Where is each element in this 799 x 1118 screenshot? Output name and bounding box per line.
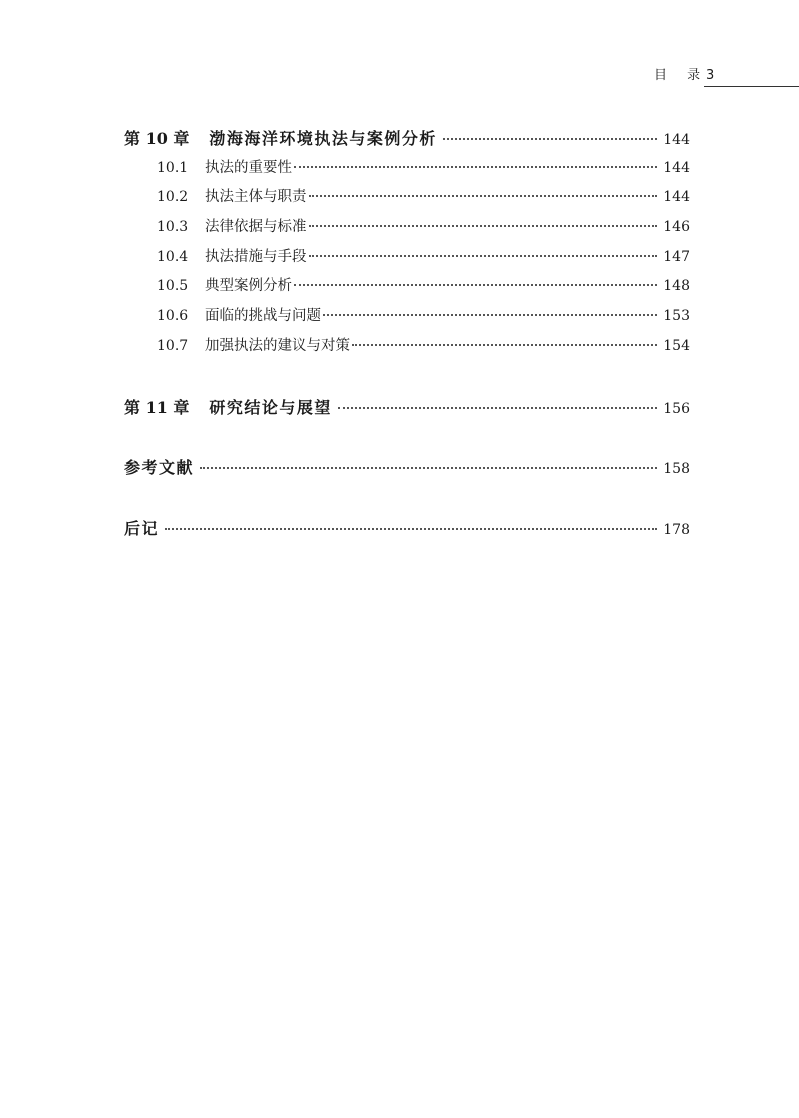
section-number: 10.5 — [157, 278, 189, 295]
chapter-title: 研究结论与展望 — [209, 397, 332, 417]
toc-postscript[interactable] — [124, 514, 690, 544]
dot-leader — [309, 195, 658, 197]
dot-leader — [200, 467, 657, 469]
running-head-title: 目 录 — [654, 68, 709, 83]
toc-section-10-6[interactable] — [124, 302, 690, 332]
page-number: 153 — [663, 308, 690, 325]
page-number: 154 — [663, 337, 690, 354]
page-number: 148 — [663, 278, 690, 295]
page-number: 144 — [663, 189, 690, 206]
chapter-number: 第 10 章 — [124, 129, 190, 148]
dot-leader — [309, 255, 658, 257]
section-title: 加强执法的建议与对策 — [205, 337, 350, 354]
postscript-title: 后记 — [124, 518, 160, 538]
running-head-page-number: 3 — [706, 68, 715, 83]
page-number: 178 — [663, 521, 690, 538]
dot-leader — [338, 407, 657, 409]
section-number: 10.7 — [157, 337, 189, 354]
page-number: 147 — [663, 248, 690, 265]
section-title: 典型案例分析 — [205, 278, 292, 295]
chapter-title: 渤海海洋环境执法与案例分析 — [209, 129, 437, 148]
page-number: 146 — [663, 219, 690, 236]
running-head — [648, 66, 799, 86]
dot-leader — [309, 225, 658, 227]
toc-section-10-7[interactable] — [124, 332, 690, 362]
section-title: 面临的挑战与问题 — [205, 308, 321, 325]
dot-leader — [323, 314, 657, 316]
page-number: 156 — [663, 400, 690, 417]
page-number: 158 — [663, 461, 690, 478]
page-number: 144 — [663, 132, 690, 148]
toc-references[interactable] — [124, 453, 690, 483]
chapter-number: 第 11 章 — [124, 397, 190, 417]
dot-leader — [294, 284, 657, 286]
dot-leader — [294, 166, 657, 168]
toc-section-10-2[interactable] — [124, 183, 690, 213]
toc-chapter-11[interactable] — [124, 393, 690, 423]
section-title: 执法的重要性 — [205, 159, 292, 176]
toc-section-10-1[interactable] — [124, 154, 690, 184]
section-number: 10.3 — [157, 219, 189, 236]
page-number: 144 — [663, 159, 690, 176]
dot-leader — [352, 344, 657, 346]
section-title: 执法主体与职责 — [205, 189, 307, 206]
references-title: 参考文献 — [124, 458, 195, 478]
table-of-contents — [124, 124, 690, 544]
toc-chapter-10[interactable] — [124, 124, 690, 154]
running-head-rule — [704, 86, 799, 87]
section-number: 10.1 — [157, 159, 189, 176]
section-number: 10.4 — [157, 248, 189, 265]
dot-leader — [443, 138, 657, 140]
section-title: 执法措施与手段 — [205, 248, 307, 265]
toc-section-10-4[interactable] — [124, 243, 690, 273]
section-title: 法律依据与标准 — [205, 219, 307, 236]
toc-section-10-5[interactable] — [124, 272, 690, 302]
toc-section-10-3[interactable] — [124, 213, 690, 243]
section-number: 10.2 — [157, 189, 189, 206]
section-number: 10.6 — [157, 308, 189, 325]
dot-leader — [165, 528, 657, 530]
